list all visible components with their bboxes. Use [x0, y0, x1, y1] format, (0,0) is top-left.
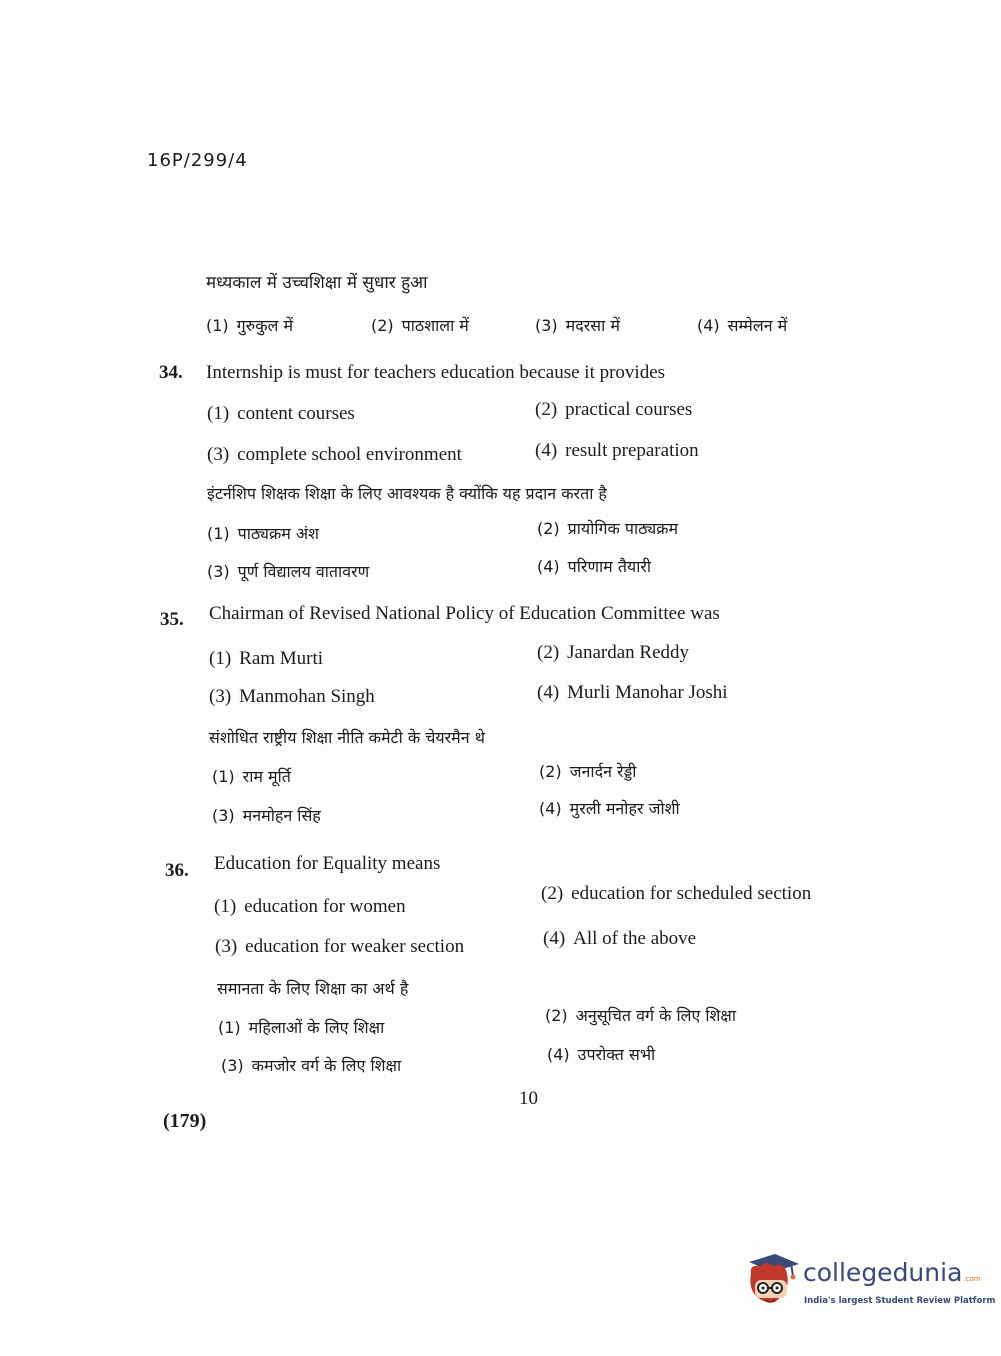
question-number: 35.	[160, 609, 184, 630]
option-hindi: (3) मनमोहन सिंह	[212, 806, 321, 825]
booklet-code: (179)	[163, 1110, 207, 1132]
option: (4) All of the above	[543, 928, 697, 949]
question-stem: Education for Equality means	[214, 853, 441, 874]
option: (2) practical courses	[535, 399, 693, 420]
option-hindi: (4) मुरली मनोहर जोशी	[539, 799, 680, 818]
brand-tagline: India's largest Student Review Platform	[804, 1296, 996, 1306]
option: (1) content courses	[207, 403, 355, 424]
option: (1) education for women	[214, 896, 406, 917]
brand-domain: .com	[963, 1275, 981, 1283]
option-hindi: (2) जनार्दन रेड्डी	[539, 762, 637, 781]
option-hindi: (1) गुरुकुल में	[206, 316, 294, 335]
option-hindi: (4) उपरोक्त सभी	[547, 1045, 656, 1064]
option: (3) education for weaker section	[215, 936, 465, 957]
option: (2) education for scheduled section	[541, 883, 812, 904]
option-hindi: (2) पाठशाला में	[371, 316, 469, 335]
question-stem-hindi: संशोधित राष्ट्रीय शिक्षा नीति कमेटी के चेयरमैन थे	[209, 728, 485, 747]
question-stem-hindi: समानता के लिए शिक्षा का अर्थ है	[217, 979, 409, 998]
option-hindi: (2) प्रायोगिक पाठ्यक्रम	[537, 519, 679, 538]
question-number: 36.	[165, 860, 189, 881]
brand-name: collegedunia.com	[803, 1258, 981, 1287]
question-number: 34.	[159, 362, 183, 383]
question-stem: Internship is must for teachers education because it provides	[206, 362, 666, 383]
option-hindi: (1) राम मूर्ति	[212, 767, 291, 786]
page-number: 10	[519, 1088, 538, 1109]
option: (3) Manmohan Singh	[209, 686, 375, 707]
option-hindi: (1) महिलाओं के लिए शिक्षा	[218, 1018, 385, 1037]
option-hindi: (3) पूर्ण विद्यालय वातावरण	[207, 562, 370, 581]
collegedunia-watermark	[745, 1252, 996, 1314]
option: (3) complete school environment	[207, 444, 462, 465]
paper-code: 16P/299/4	[147, 150, 248, 171]
option: (4) Murli Manohar Joshi	[537, 682, 728, 703]
option: (2) Janardan Reddy	[537, 642, 690, 663]
option: (4) result preparation	[535, 440, 699, 461]
mascot-icon	[745, 1252, 801, 1312]
option-hindi: (4) परिणाम तैयारी	[537, 557, 652, 576]
option-hindi: (4) सम्मेलन में	[697, 316, 788, 335]
option: (1) Ram Murti	[209, 648, 324, 669]
option-hindi: (2) अनुसूचित वर्ग के लिए शिक्षा	[545, 1006, 737, 1025]
option-hindi: (1) पाठ्यक्रम अंश	[207, 524, 320, 543]
question-stem-hindi: मध्यकाल में उच्चशिक्षा में सुधार हुआ	[206, 273, 428, 293]
option-hindi: (3) कमजोर वर्ग के लिए शिक्षा	[221, 1056, 402, 1075]
option-hindi: (3) मदरसा में	[535, 316, 620, 335]
question-stem: Chairman of Revised National Policy of Education Committee was	[209, 603, 720, 624]
question-stem-hindi: इंटर्नशिप शिक्षक शिक्षा के लिए आवश्यक है क्योंकि यह प्रदान करता है	[207, 484, 607, 503]
